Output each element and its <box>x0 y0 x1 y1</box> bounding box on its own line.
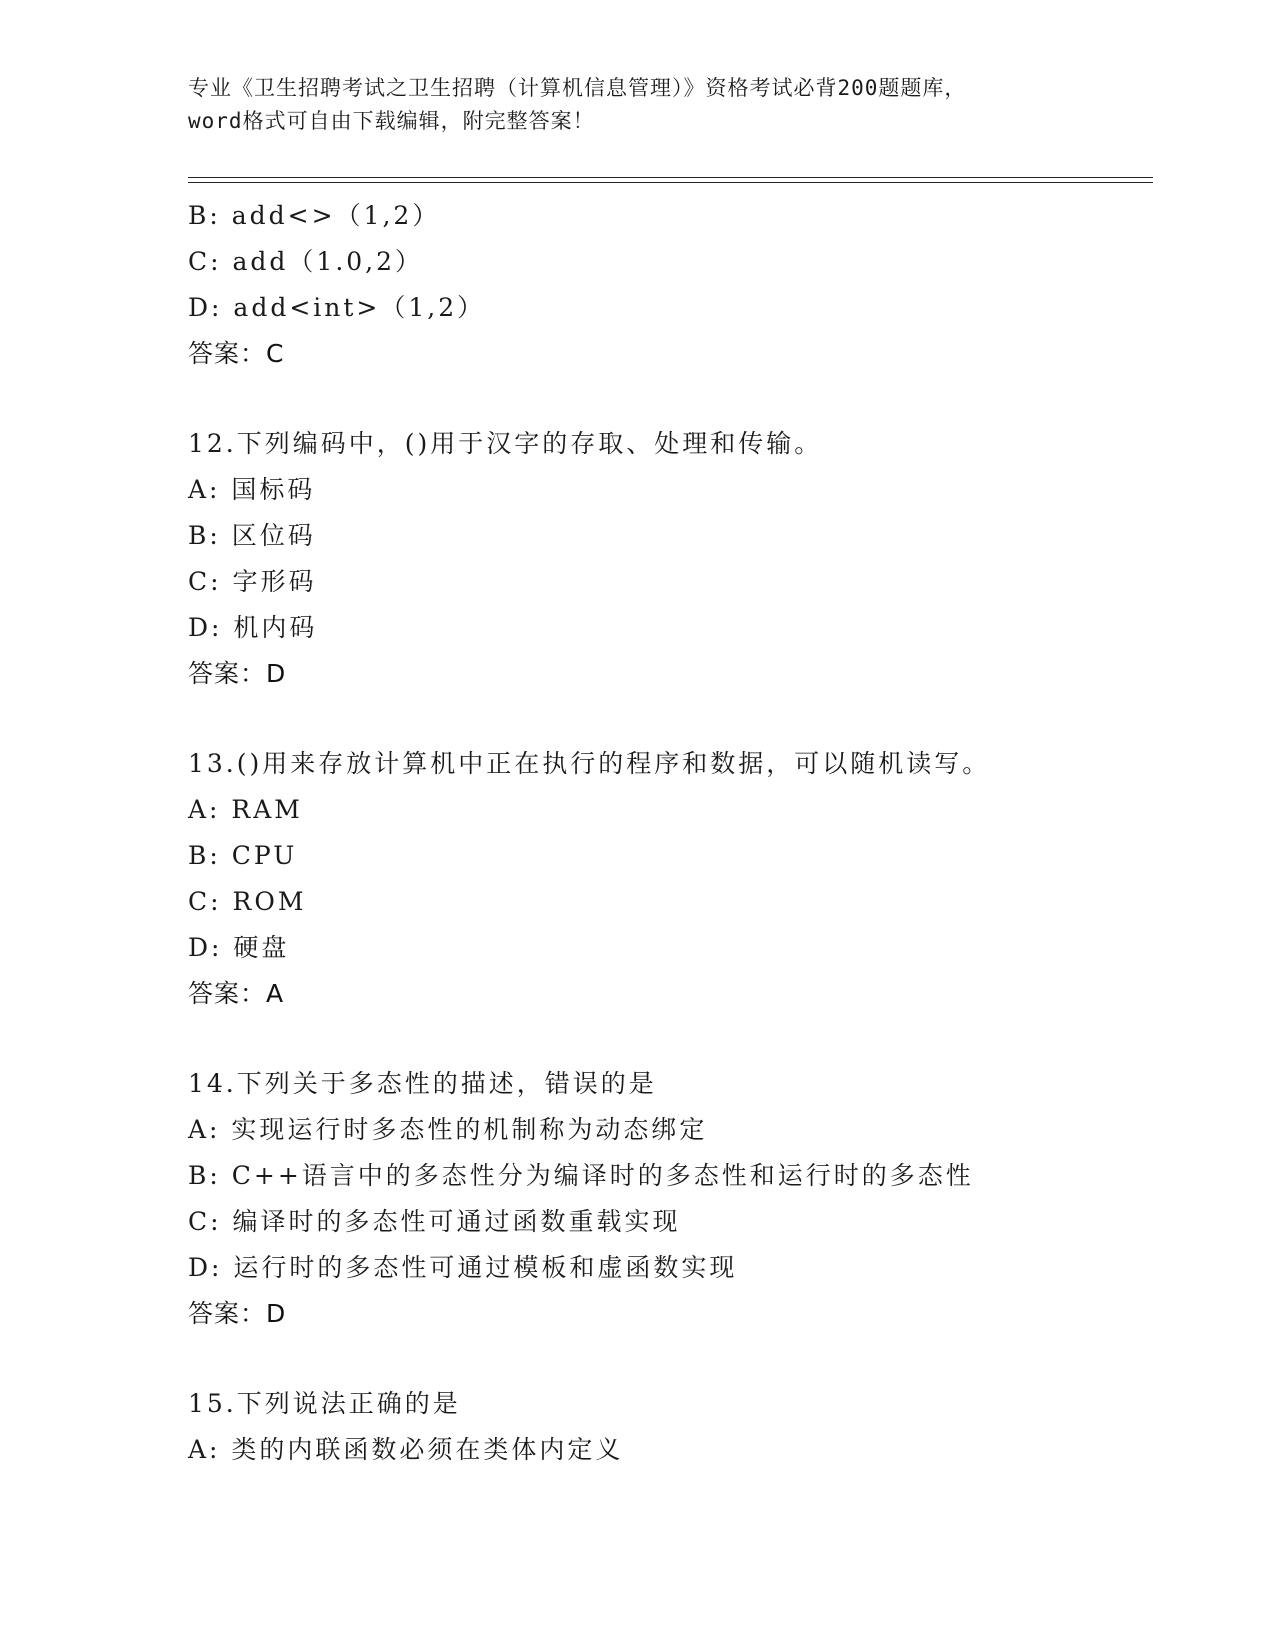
header-rule-top <box>188 177 1153 178</box>
answer: 答案：A <box>188 979 285 1008</box>
option-b: B: 区位码 <box>188 521 316 550</box>
question-15 <box>188 1381 1148 1473</box>
option-a: A: 类的内联函数必须在类体内定义 <box>188 1435 624 1464</box>
spacer <box>188 1017 1148 1061</box>
spacer <box>188 377 1148 421</box>
question-stem: 12.下列编码中，()用于汉字的存取、处理和传输。 <box>188 429 823 458</box>
question-stem: 13.()用来存放计算机中正在执行的程序和数据，可以随机读写。 <box>188 749 991 778</box>
option-b: B: CPU <box>188 841 298 870</box>
option-d: D: 机内码 <box>188 613 318 642</box>
header-line-1: 专业《卫生招聘考试之卫生招聘（计算机信息管理）》资格考试必背200题题库， <box>188 76 967 100</box>
option-c: C: add（1.0,2） <box>188 247 424 276</box>
question-11-partial <box>188 193 1148 377</box>
question-12 <box>188 421 1148 697</box>
header-line-2: word格式可自由下载编辑，附完整答案！ <box>188 109 595 133</box>
header-rule-bottom <box>188 182 1153 183</box>
option-d: D: 硬盘 <box>188 933 290 962</box>
question-list <box>188 193 1148 1473</box>
option-d: D: 运行时的多态性可通过模板和虚函数实现 <box>188 1253 738 1282</box>
question-stem: 14.下列关于多态性的描述，错误的是 <box>188 1069 657 1098</box>
document-header <box>188 72 1088 138</box>
option-d: D: add<int>（1,2） <box>188 293 486 322</box>
answer: 答案：C <box>188 339 285 368</box>
option-a: A: 国标码 <box>188 475 316 504</box>
spacer <box>188 1337 1148 1381</box>
option-c: C: 编译时的多态性可通过函数重载实现 <box>188 1207 681 1236</box>
question-13 <box>188 741 1148 1017</box>
option-b: B: add<>（1,2） <box>188 201 441 230</box>
question-stem: 15.下列说法正确的是 <box>188 1389 461 1418</box>
answer: 答案：D <box>188 659 287 688</box>
option-a: A: RAM <box>188 795 303 824</box>
spacer <box>188 697 1148 741</box>
option-b: B: C++语言中的多态性分为编译时的多态性和运行时的多态性 <box>188 1161 974 1190</box>
option-a: A: 实现运行时多态性的机制称为动态绑定 <box>188 1115 708 1144</box>
option-c: C: ROM <box>188 887 307 916</box>
option-c: C: 字形码 <box>188 567 317 596</box>
question-14 <box>188 1061 1148 1337</box>
answer: 答案：D <box>188 1299 287 1328</box>
